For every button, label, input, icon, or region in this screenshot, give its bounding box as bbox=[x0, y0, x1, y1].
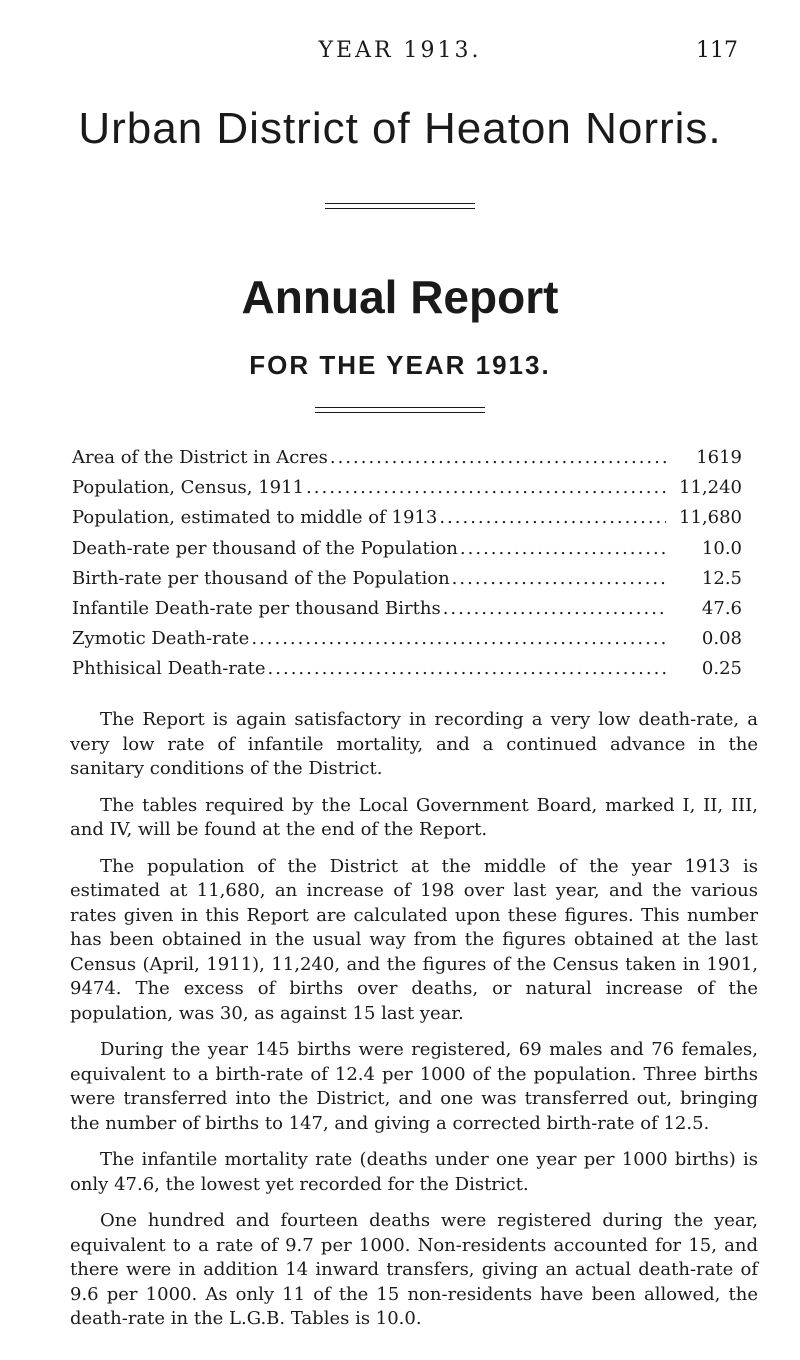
paragraph: The tables required by the Local Government Board, marked I, II, III, and IV, will be found at the end of the Report. bbox=[70, 794, 758, 840]
paragraph: During the year 145 births were registered, 69 males and 76 females, equivalent to a birth-rate of 12.4 per 1000 of the population. Three births were transferred into the District, and one was transferred out, bringing the number of births to 147, and giving a corrected birth-rate of 12.5. bbox=[70, 1039, 758, 1134]
paragraph: The infantile mortality rate (deaths under one year per 1000 births) is only 47.6, the lowest yet recorded for the District. bbox=[70, 1149, 758, 1195]
stat-value: 11,240 bbox=[679, 477, 742, 499]
leader-dots bbox=[460, 538, 666, 559]
paragraph: One hundred and fourteen deaths were registered during the year, equivalent to a rate of 9.7 per 1000. Non-residents accounted for 15, and there were in addition 14 inward transfers, giving an actual death-rate of 9.6 per 1000. As only 11 of the 15 non-residents have been allowed, the death-rate in the L.G.B. Tables is 10.0. bbox=[70, 1210, 758, 1329]
report-title: Annual Report bbox=[241, 271, 559, 323]
stat-value: 10.0 bbox=[701, 537, 742, 559]
stat-row bbox=[72, 507, 742, 537]
stat-label: Infantile Death-rate per thousand Births bbox=[72, 597, 441, 619]
stat-value: 0.08 bbox=[701, 628, 742, 650]
stat-row bbox=[72, 477, 742, 507]
paragraph: The Report is again satisfactory in recording a very low death-rate, a very low rate of infantile mortality, and a continued advance in the sanitary conditions of the District. bbox=[70, 709, 758, 779]
leader-dots bbox=[452, 568, 666, 589]
stat-value: 1619 bbox=[696, 447, 742, 468]
leader-dots bbox=[268, 658, 666, 679]
stat-label: Phthisical Death-rate bbox=[72, 658, 266, 680]
stat-row bbox=[72, 628, 742, 658]
running-title: YEAR 1913. bbox=[318, 38, 482, 63]
stat-row bbox=[72, 447, 742, 477]
statistics-table bbox=[72, 447, 742, 689]
stat-value: 12.5 bbox=[701, 567, 742, 589]
stat-label: Population, estimated to middle of 1913 bbox=[72, 507, 438, 529]
stat-row bbox=[72, 538, 742, 568]
leader-dots bbox=[439, 507, 666, 528]
stat-row bbox=[72, 658, 742, 688]
stat-value: 11,680 bbox=[679, 507, 742, 529]
leader-dots bbox=[306, 477, 666, 498]
page-number: 117 bbox=[696, 38, 738, 63]
running-header bbox=[0, 38, 800, 68]
stat-label: Zymotic Death-rate bbox=[72, 628, 250, 650]
stat-row bbox=[72, 598, 742, 628]
district-title: Urban District of Heaton Norris. bbox=[78, 104, 722, 153]
title-divider bbox=[0, 203, 800, 209]
report-body bbox=[70, 708, 758, 1344]
subtitle-divider bbox=[0, 407, 800, 413]
leader-dots bbox=[443, 598, 666, 619]
stat-label: Population, Census, 1911 bbox=[72, 477, 305, 499]
stat-value: 0.25 bbox=[701, 658, 742, 680]
stat-label: Death-rate per thousand of the Population bbox=[72, 537, 458, 559]
stat-label: Birth-rate per thousand of the Population bbox=[72, 567, 450, 589]
stat-label: Area of the District in Acres bbox=[72, 447, 328, 468]
leader-dots bbox=[251, 628, 666, 649]
stat-value: 47.6 bbox=[701, 597, 742, 619]
report-subtitle: FOR THE YEAR 1913. bbox=[249, 350, 551, 380]
stat-row bbox=[72, 568, 742, 598]
paragraph: The population of the District at the middle of the year 1913 is estimated at 11,680, an increase of 198 over last year, and the various rates given in this Report are calculated upon these figures. This number has been obtained in the usual way from the figures obtained at the last Census (April, 1911), 11,240, and the figures of the Census taken in 1901, 9474. The excess of births over deaths, or natural increase of the population, was 30, as against 15 last year. bbox=[70, 855, 758, 1024]
leader-dots bbox=[330, 447, 666, 468]
